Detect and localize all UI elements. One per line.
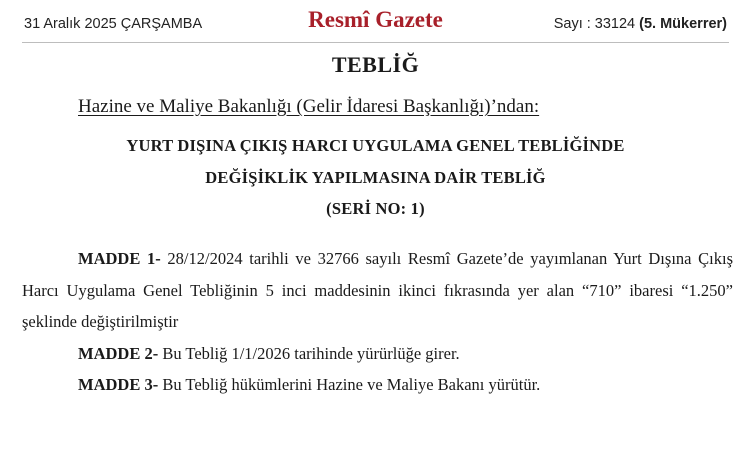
document-body <box>22 243 733 401</box>
document-title-line-2: DEĞİŞİKLİK YAPILMASINA DAİR TEBLİĞ <box>205 168 546 187</box>
article-2-label: MADDE 2- <box>78 343 159 363</box>
article-2 <box>22 338 733 370</box>
issue-supplement: (5. Mükerrer) <box>639 16 727 32</box>
issue-number-label: Sayı : 33124 <box>553 16 636 32</box>
issue-date: 31 Aralık 2025 ÇARŞAMBA <box>24 16 203 32</box>
issue-number <box>554 16 727 32</box>
gazette-header <box>22 6 729 43</box>
document-type-heading: TEBLİĞ <box>331 52 420 77</box>
article-1-label: MADDE 1- <box>78 249 161 268</box>
article-1 <box>22 243 733 338</box>
document-title-line-1: YURT DIŞINA ÇIKIŞ HARCI UYGULAMA GENEL TEBLİĞİNDE <box>126 136 625 155</box>
article-3 <box>22 369 733 401</box>
article-3-label: MADDE 3- <box>78 375 159 394</box>
gazette-masthead: Resmî Gazete <box>308 7 443 32</box>
article-1-text: 28/12/2024 tarihli ve 32766 sayılı Resmî Gazete’de yayımlanan Yurt Dışına Çıkış Harcı Uygulama Genel Tebliğinin 5 inci maddesinin ikinci fıkrasında yer alan “710” ibaresi “1.250” şeklinde değiştirilmiştir <box>22 249 733 331</box>
article-2-text: Bu Tebliğ 1/1/2026 tarihinde yürürlüğe girer. <box>162 343 460 363</box>
article-3-text: Bu Tebliğ hükümlerini Hazine ve Maliye Bakanı yürütür. <box>162 375 541 394</box>
issuing-authority: Hazine ve Maliye Bakanlığı (Gelir İdaresi Başkanlığı)’ndan: <box>78 96 540 117</box>
document-series-number: (SERİ NO: 1) <box>326 199 425 218</box>
